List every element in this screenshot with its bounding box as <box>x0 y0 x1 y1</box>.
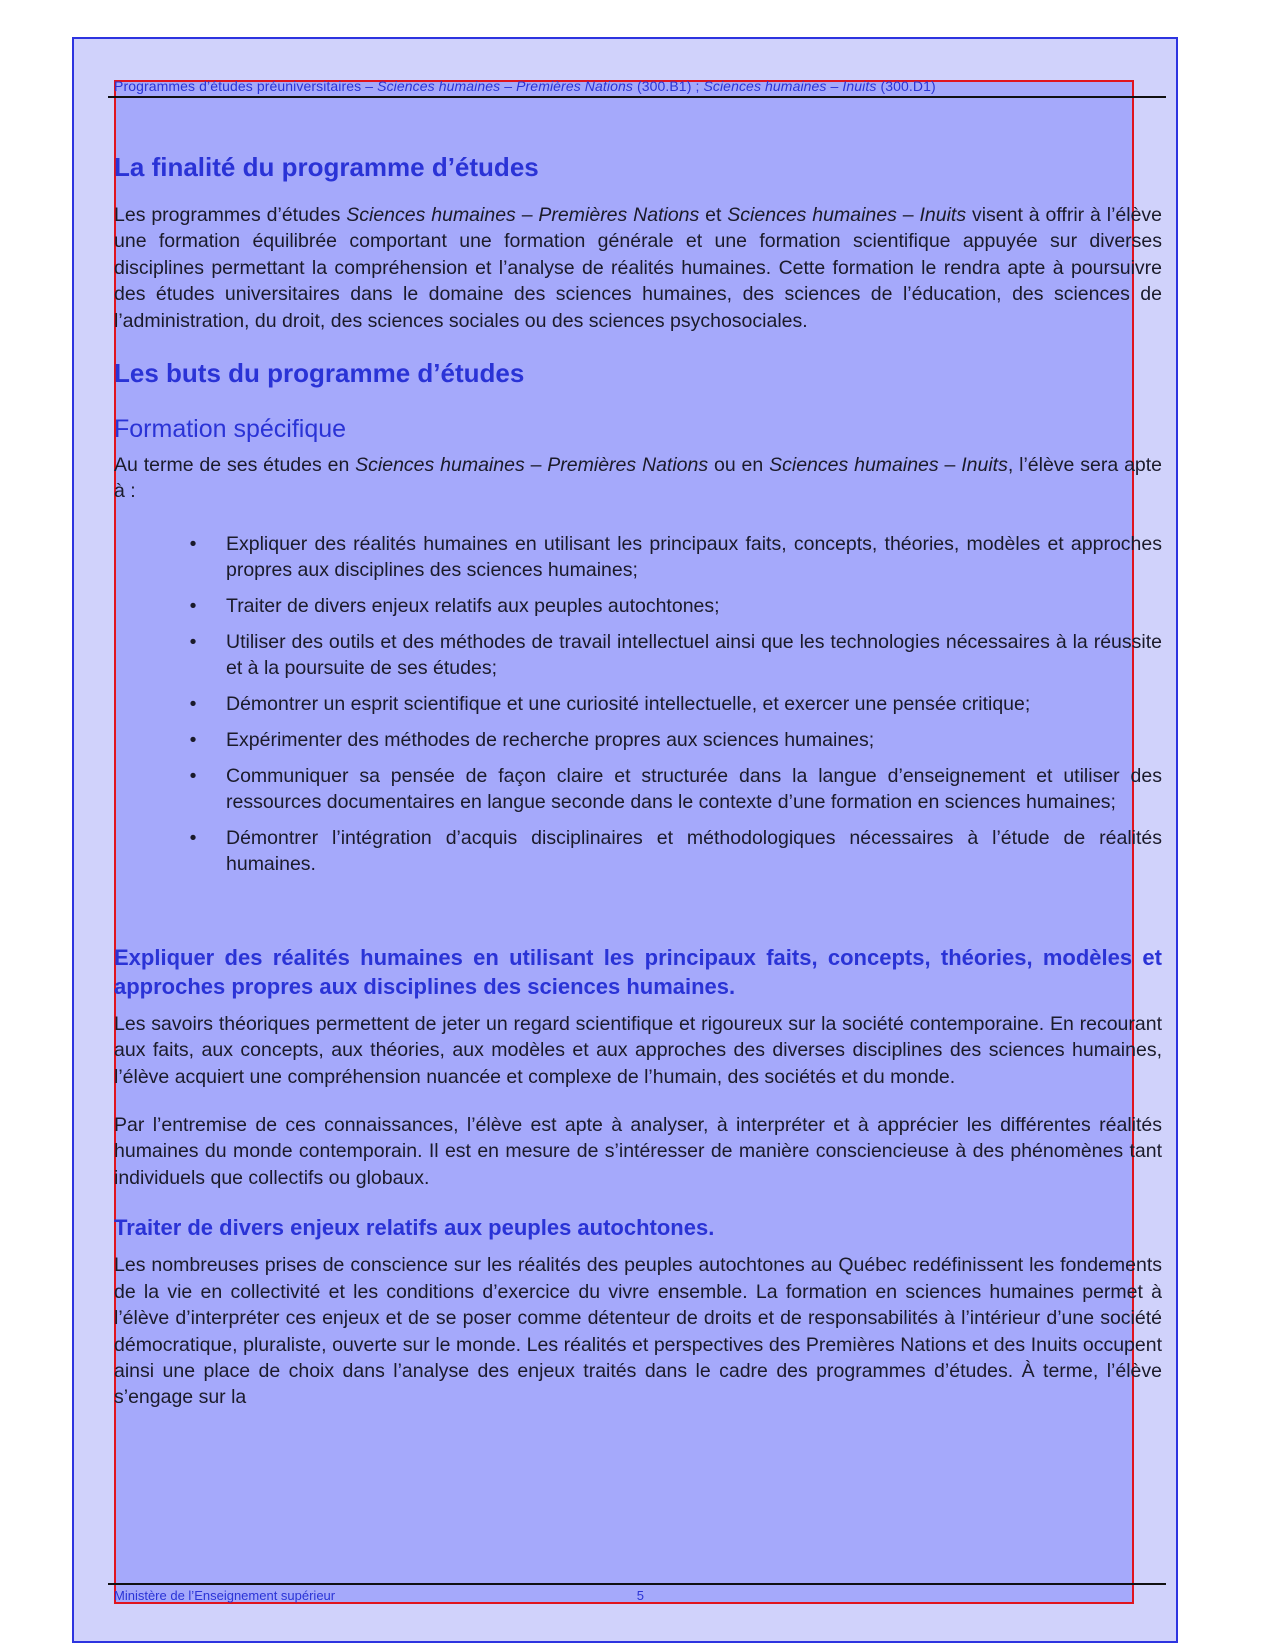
list-item: • Démontrer un esprit scientifique et une curiosité intellectuelle, et exercer une pensée critique; <box>189 692 1031 715</box>
bullet-icon: • <box>189 630 197 653</box>
subheading-formation: Formation spécifique <box>114 415 347 444</box>
footer-ministry: Ministère de l’Enseignement supérieur <box>114 1588 336 1603</box>
bullet-icon: • <box>189 826 197 849</box>
bullet-icon: • <box>189 764 197 787</box>
heading-buts: Les buts du programme d’études <box>114 358 525 389</box>
page-footer <box>114 1588 644 1603</box>
heading-traiter: Traiter de divers enjeux relatifs aux peuples autochtones. <box>114 1215 715 1241</box>
running-header: Programmes d’études préuniversitaires – Sciences humaines – Premières Nations (300.B1) ; Sciences humaines – Inuits (300.D1) <box>114 78 936 94</box>
page-number: 5 <box>636 1588 644 1603</box>
bullet-icon: • <box>189 692 197 715</box>
list-item: • Démontrer l’intégration d’acquis disciplinaires et méthodologiques nécessaires à l’étude de réalités humaines. <box>189 826 1162 875</box>
list-item: • Communiquer sa pensée de façon claire et structurée dans la langue d’enseignement et utiliser des ressources documentaires en langue seconde dans le contexte d’une formation en sciences humaines; <box>189 764 1162 813</box>
paragraph-expliquer-2: Par l’entremise de ces connaissances, l’élève est apte à analyser, à interpréter et à apprécier les différentes réalités humaines du monde contemporain. Il est en mesure de s’intéresser de manière consciencieuse à des phénomènes tant individuels que collectifs ou globaux. <box>114 1114 1162 1189</box>
paragraph-expliquer-1: Les savoirs théoriques permettent de jeter un regard scientifique et rigoureux sur la société contemporaine. En recourant aux faits, aux concepts, aux théories, aux modèles et aux approches des diverses disciplines des sciences humaines, l’élève acquiert une compréhension nuancée et complexe de l’humain, des sociétés et du monde. <box>114 1012 1162 1088</box>
list-item: • Utiliser des outils et des méthodes de travail intellectuel ainsi que les technologies nécessaires à la réussite et à la poursuite de ses études; <box>189 630 1162 679</box>
bullet-icon: • <box>189 594 197 617</box>
list-item: • Expérimenter des méthodes de recherche propres aux sciences humaines; <box>189 728 875 751</box>
bullet-icon: • <box>189 532 197 555</box>
footer-rule <box>108 1583 1166 1585</box>
goals-list <box>114 531 1162 877</box>
paragraph-finalite: Les programmes d’études Sciences humaines – Premières Nations et Sciences humaines – Inuits visent à offrir à l’élève une formation équilibrée comportant une formation générale et une formation scientifique appuyée sur diverses disciplines permettant la compréhension et l’analyse de réalités humaines. Cette formation le rendra apte à poursuivre des études universitaires dans le domaine des sciences humaines, des sciences de l’éducation, des sciences de l’administration, du droit, des sciences sociales ou des sciences psychosociales. <box>114 204 1163 332</box>
header-rule <box>108 96 1166 98</box>
bullet-icon: • <box>189 728 197 751</box>
main-content <box>114 150 1162 1411</box>
paragraph-traiter: Les nombreuses prises de conscience sur les réalités des peuples autochtones au Québec redéfinissent les fondements de la vie en collectivité et les conditions d’exercice du vivre ensemble. La formation en sciences humaines permet à l’élève d’interpréter ces enjeux et de se poser comme détenteur de droits et de responsabilités à l’intérieur d’une société démocratique, pluraliste, ouverte sur le monde. Les réalités et perspectives des Premières Nations et des Inuits occupent ainsi une place de choix dans l’analyse des enjeux traités dans le cadre des programmes d’études. À terme, l’élève s’engage sur la <box>114 1254 1162 1409</box>
paragraph-intro: Au terme de ses études en Sciences humaines – Premières Nations ou en Sciences humaines – Inuits, l’élève sera apte à : <box>114 454 1163 503</box>
heading-expliquer: Expliquer des réalités humaines en utilisant les principaux faits, concepts, théories, modèles et approches propres aux disciplines des sciences humaines. <box>114 944 1162 999</box>
list-item: • Traiter de divers enjeux relatifs aux peuples autochtones; <box>189 594 720 617</box>
list-item: • Expliquer des réalités humaines en utilisant les principaux faits, concepts, théories, modèles et approches propres aux disciplines des sciences humaines; <box>189 532 1162 581</box>
heading-finalite: La finalité du programme d’études <box>114 152 539 182</box>
